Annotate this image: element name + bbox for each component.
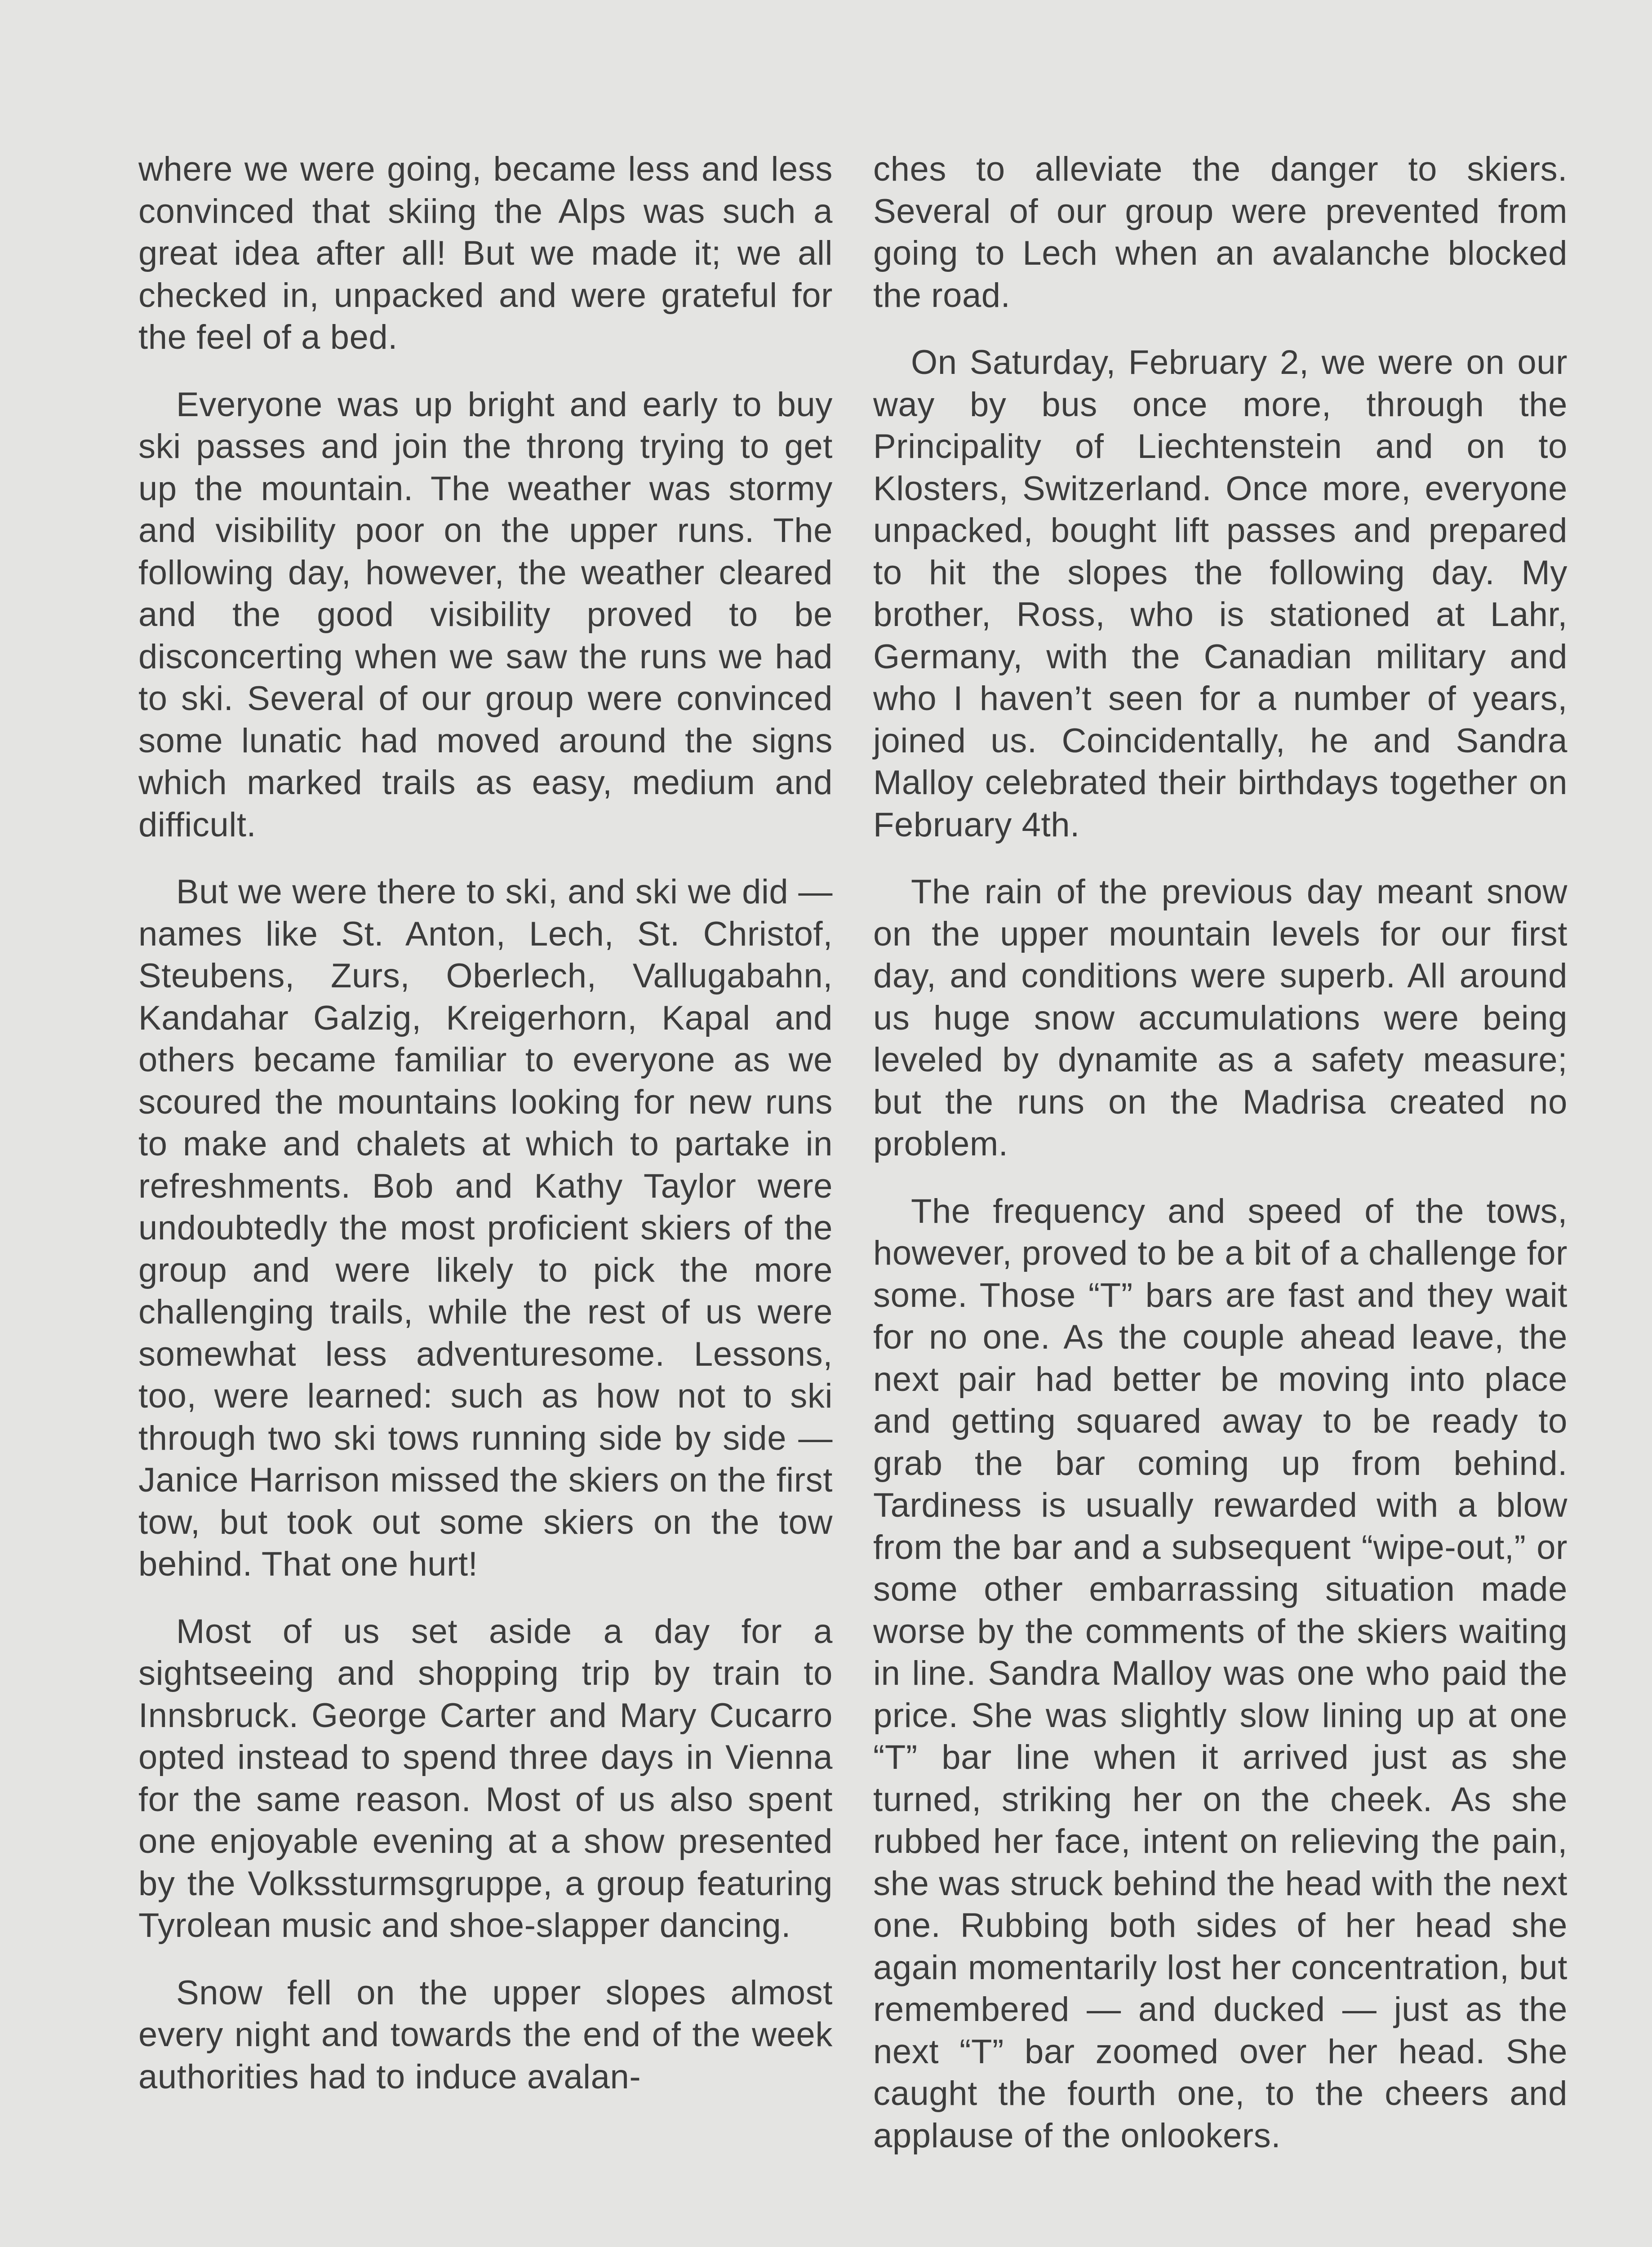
paragraph: The frequency and speed of the tows, however, proved to be a bit of a challenge for some. Those “T” bars are fast and they wait for no one. As the couple ahead leave, the next pair had better be moving into place and getting squared away to be ready to grab the bar coming up from behind. Tardiness is usually rewarded with a blow from the bar and a subsequent “wipe-out,” or some other embarrassing situation made worse by the comments of the skiers waiting in line. Sandra Malloy was one who paid the price. She was slightly slow lining up at one “T” bar line when it arrived just as she turned, striking her on the cheek. As she rubbed her face, intent on relieving the pain, she was struck behind the head with the next one. Rubbing both sides of her head she again momentarily lost her concentration, but remembered — and ducked — just as the next “T” bar zoomed over her head. She caught the fourth one, to the cheers and applause of the onlookers. <box>873 1192 1568 2155</box>
right-column <box>873 148 1568 2182</box>
paragraph: where we were going, became less and less convinced that skiing the Alps was such a great idea after all! But we made it; we all checked in, unpacked and were grateful for the feel of a bed. <box>138 150 833 356</box>
paragraph: Snow fell on the upper slopes almost every night and towards the end of the week authorities had to induce avalan- <box>138 1973 833 2096</box>
paragraph: On Saturday, February 2, we were on our way by bus once more, through the Principality of Liechtenstein and on to Klosters, Switzerland. Once more, everyone unpacked, bought lift passes and prepared to hit the slopes the following day. My brother, Ross, who is stationed at Lahr, Germany, with the Canadian military and who I haven’t seen for a number of years, joined us. Coincidentally, he and Sandra Malloy celebrated their birthdays together on February 4th. <box>873 343 1568 844</box>
paragraph: ches to alleviate the danger to skiers. Several of our group were prevented from going to Lech when an avalanche blocked the road. <box>873 150 1568 315</box>
paragraph: The rain of the previous day meant snow on the upper mountain levels for our first day, and conditions were superb. All around us huge snow accumulations were being leveled by dynamite as a safety measure; but the runs on the Madrisa created no problem. <box>873 873 1568 1163</box>
paragraph: Most of us set aside a day for a sightseeing and shopping trip by train to Innsbruck. George Carter and Mary Cucarro opted instead to spend three days in Vienna for the same reason. Most of us also spent one enjoyable evening at a show presented by the Volkssturmsgruppe, a group featuring Tyrolean music and shoe-slapper dancing. <box>138 1612 833 1945</box>
paragraph: But we were there to ski, and ski we did — names like St. Anton, Lech, St. Christof, Steubens, Zurs, Oberlech, Vallugabahn, Kandahar Galzig, Kreigerhorn, Kapal and others became familiar to everyone as we scoured the mountains looking for new runs to make and chalets at which to partake in refreshments. Bob and Kathy Taylor were undoubtedly the most proficient skiers of the group and were likely to pick the more challenging trails, while the rest of us were somewhat less adventuresome. Lessons, too, were learned: such as how not to ski through two ski tows running side by side — Janice Harrison missed the skiers on the first tow, but took out some skiers on the tow behind. That one hurt! <box>138 873 833 1583</box>
paragraph: Everyone was up bright and early to buy ski passes and join the throng trying to get up the mountain. The weather was stormy and visibility poor on the upper runs. The following day, however, the weather cleared and the good visibility proved to be disconcerting when we saw the runs we had to ski. Several of our group were convinced some lunatic had moved around the signs which marked trails as easy, medium and difficult. <box>138 385 833 844</box>
left-column <box>138 148 833 2123</box>
